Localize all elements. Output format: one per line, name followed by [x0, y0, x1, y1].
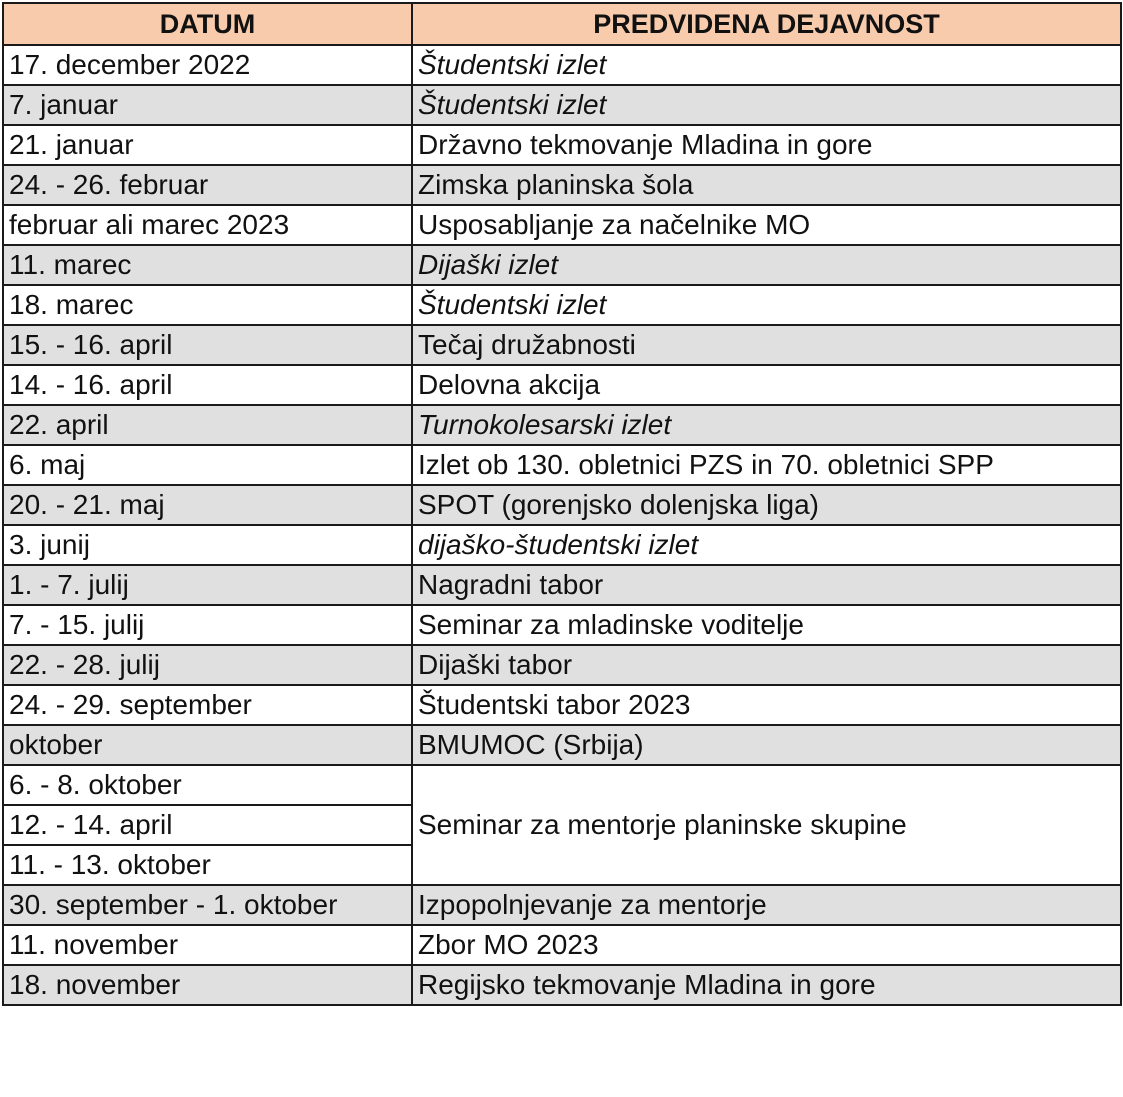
date-cell: 18. november [3, 965, 412, 1005]
date-cell: 3. junij [3, 525, 412, 565]
date-cell: 11. - 13. oktober [3, 845, 412, 885]
table-row [3, 885, 1121, 925]
table-row [3, 725, 1121, 765]
activity-cell: Usposabljanje za načelnike MO [412, 205, 1121, 245]
table-row [3, 165, 1121, 205]
table-row [3, 285, 1121, 325]
date-cell: 6. maj [3, 445, 412, 485]
activity-cell: Tečaj družabnosti [412, 325, 1121, 365]
table-body [3, 45, 1121, 1005]
date-cell: 11. november [3, 925, 412, 965]
schedule-table [2, 2, 1122, 1006]
activity-cell: Seminar za mladinske voditelje [412, 605, 1121, 645]
activity-cell: Regijsko tekmovanje Mladina in gore [412, 965, 1121, 1005]
date-cell: februar ali marec 2023 [3, 205, 412, 245]
activity-cell: Zbor MO 2023 [412, 925, 1121, 965]
table-row [3, 405, 1121, 445]
date-cell: 6. - 8. oktober [3, 765, 412, 805]
date-cell: 21. januar [3, 125, 412, 165]
table-row [3, 205, 1121, 245]
date-cell: 20. - 21. maj [3, 485, 412, 525]
header-row [3, 3, 1121, 45]
activity-cell: Dijaški izlet [412, 245, 1121, 285]
table-row [3, 645, 1121, 685]
date-cell: 1. - 7. julij [3, 565, 412, 605]
date-cell: 15. - 16. april [3, 325, 412, 365]
table-row [3, 565, 1121, 605]
table-row [3, 685, 1121, 725]
table-row [3, 765, 1121, 805]
activity-cell: dijaško-študentski izlet [412, 525, 1121, 565]
table-row [3, 925, 1121, 965]
merged-activity-cell: Seminar za mentorje planinske skupine [412, 765, 1121, 885]
table-row [3, 245, 1121, 285]
date-cell: 7. januar [3, 85, 412, 125]
activity-cell: Turnokolesarski izlet [412, 405, 1121, 445]
table-row [3, 365, 1121, 405]
table-row [3, 85, 1121, 125]
date-cell: 18. marec [3, 285, 412, 325]
table-row [3, 965, 1121, 1005]
table-row [3, 445, 1121, 485]
date-column-header: DATUM [3, 3, 412, 45]
date-cell: 22. april [3, 405, 412, 445]
activity-cell: SPOT (gorenjsko dolenjska liga) [412, 485, 1121, 525]
activity-cell: Nagradni tabor [412, 565, 1121, 605]
activity-cell: Študentski izlet [412, 45, 1121, 85]
date-cell: 7. - 15. julij [3, 605, 412, 645]
activity-cell: Dijaški tabor [412, 645, 1121, 685]
activity-cell: Študentski izlet [412, 85, 1121, 125]
date-cell: 14. - 16. april [3, 365, 412, 405]
date-cell: 24. - 29. september [3, 685, 412, 725]
table-row [3, 605, 1121, 645]
activity-column-header: PREDVIDENA DEJAVNOST [412, 3, 1121, 45]
table-row [3, 485, 1121, 525]
table-row [3, 45, 1121, 85]
date-cell: oktober [3, 725, 412, 765]
activity-cell: Državno tekmovanje Mladina in gore [412, 125, 1121, 165]
date-cell: 11. marec [3, 245, 412, 285]
table-row [3, 525, 1121, 565]
table-row [3, 125, 1121, 165]
activity-cell: Študentski izlet [412, 285, 1121, 325]
date-cell: 17. december 2022 [3, 45, 412, 85]
date-cell: 24. - 26. februar [3, 165, 412, 205]
activity-cell: Študentski tabor 2023 [412, 685, 1121, 725]
activity-cell: Delovna akcija [412, 365, 1121, 405]
date-cell: 22. - 28. julij [3, 645, 412, 685]
activity-cell: Zimska planinska šola [412, 165, 1121, 205]
date-cell: 12. - 14. april [3, 805, 412, 845]
date-cell: 30. september - 1. oktober [3, 885, 412, 925]
activity-cell: Izpopolnjevanje za mentorje [412, 885, 1121, 925]
table-row [3, 325, 1121, 365]
activity-cell: BMUMOC (Srbija) [412, 725, 1121, 765]
activity-cell: Izlet ob 130. obletnici PZS in 70. obletnici SPP [412, 445, 1121, 485]
